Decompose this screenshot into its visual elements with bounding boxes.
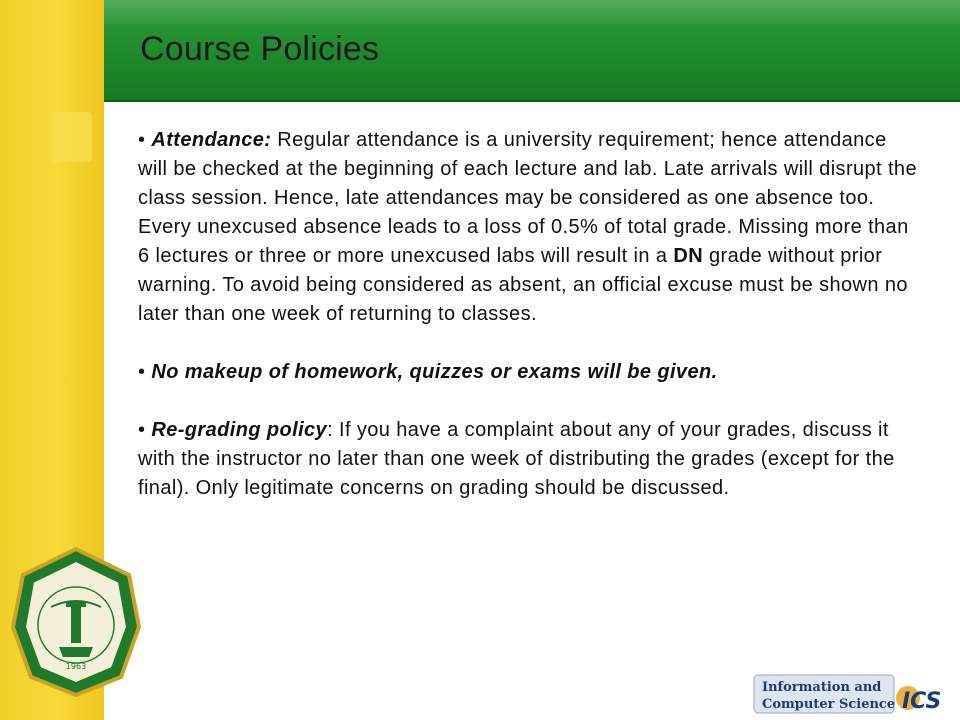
spacer [138,387,918,416]
spacer [138,329,918,358]
attendance-label: Attendance: [151,129,272,151]
regrading-text: : If you have a complaint about any of your grades, discuss it with the instructor no later than one week of distributing the grades (except for the final). Only legitimate concerns on grading should be discussed. [138,419,895,499]
bullet: • [138,361,146,383]
makeup-text: No makeup of homework, quizzes or exams will be given. [151,361,718,383]
policy-content [138,126,918,503]
side-highlight [50,112,92,162]
bullet: • [138,129,146,151]
ics-line-2: Computer Science [762,697,896,712]
regrading-policy [138,416,918,503]
university-seal-logo [11,547,141,697]
header-shine [0,0,960,30]
ics-mark: ICS [902,689,942,714]
regrading-label: Re-grading policy [151,419,328,441]
seal-year: 1963 [65,662,87,671]
bullet: • [138,419,146,441]
attendance-policy [138,126,918,329]
ics-line-1: Information and [762,680,882,695]
dn-grade: DN [673,245,704,267]
slide-title: Course Policies [140,30,380,68]
makeup-policy [138,358,918,387]
ics-logo [752,672,952,716]
attendance-text-1: Regular attendance is a university requirement; hence attendance will be checked at the beginning of each lecture and lab. Late arrivals will disrupt the class session. Hence, late attendances may be considered as one absence too. Every unexcused absence leads to a loss of 0.5% of total grade. Missing more than 6 lectures or three or more unexcused labs will result in a [138,129,917,267]
attendance-text-2: grade without prior warning. To avoid being considered as absent, an official excuse must be shown no later than one week of returning to classes. [138,245,908,325]
